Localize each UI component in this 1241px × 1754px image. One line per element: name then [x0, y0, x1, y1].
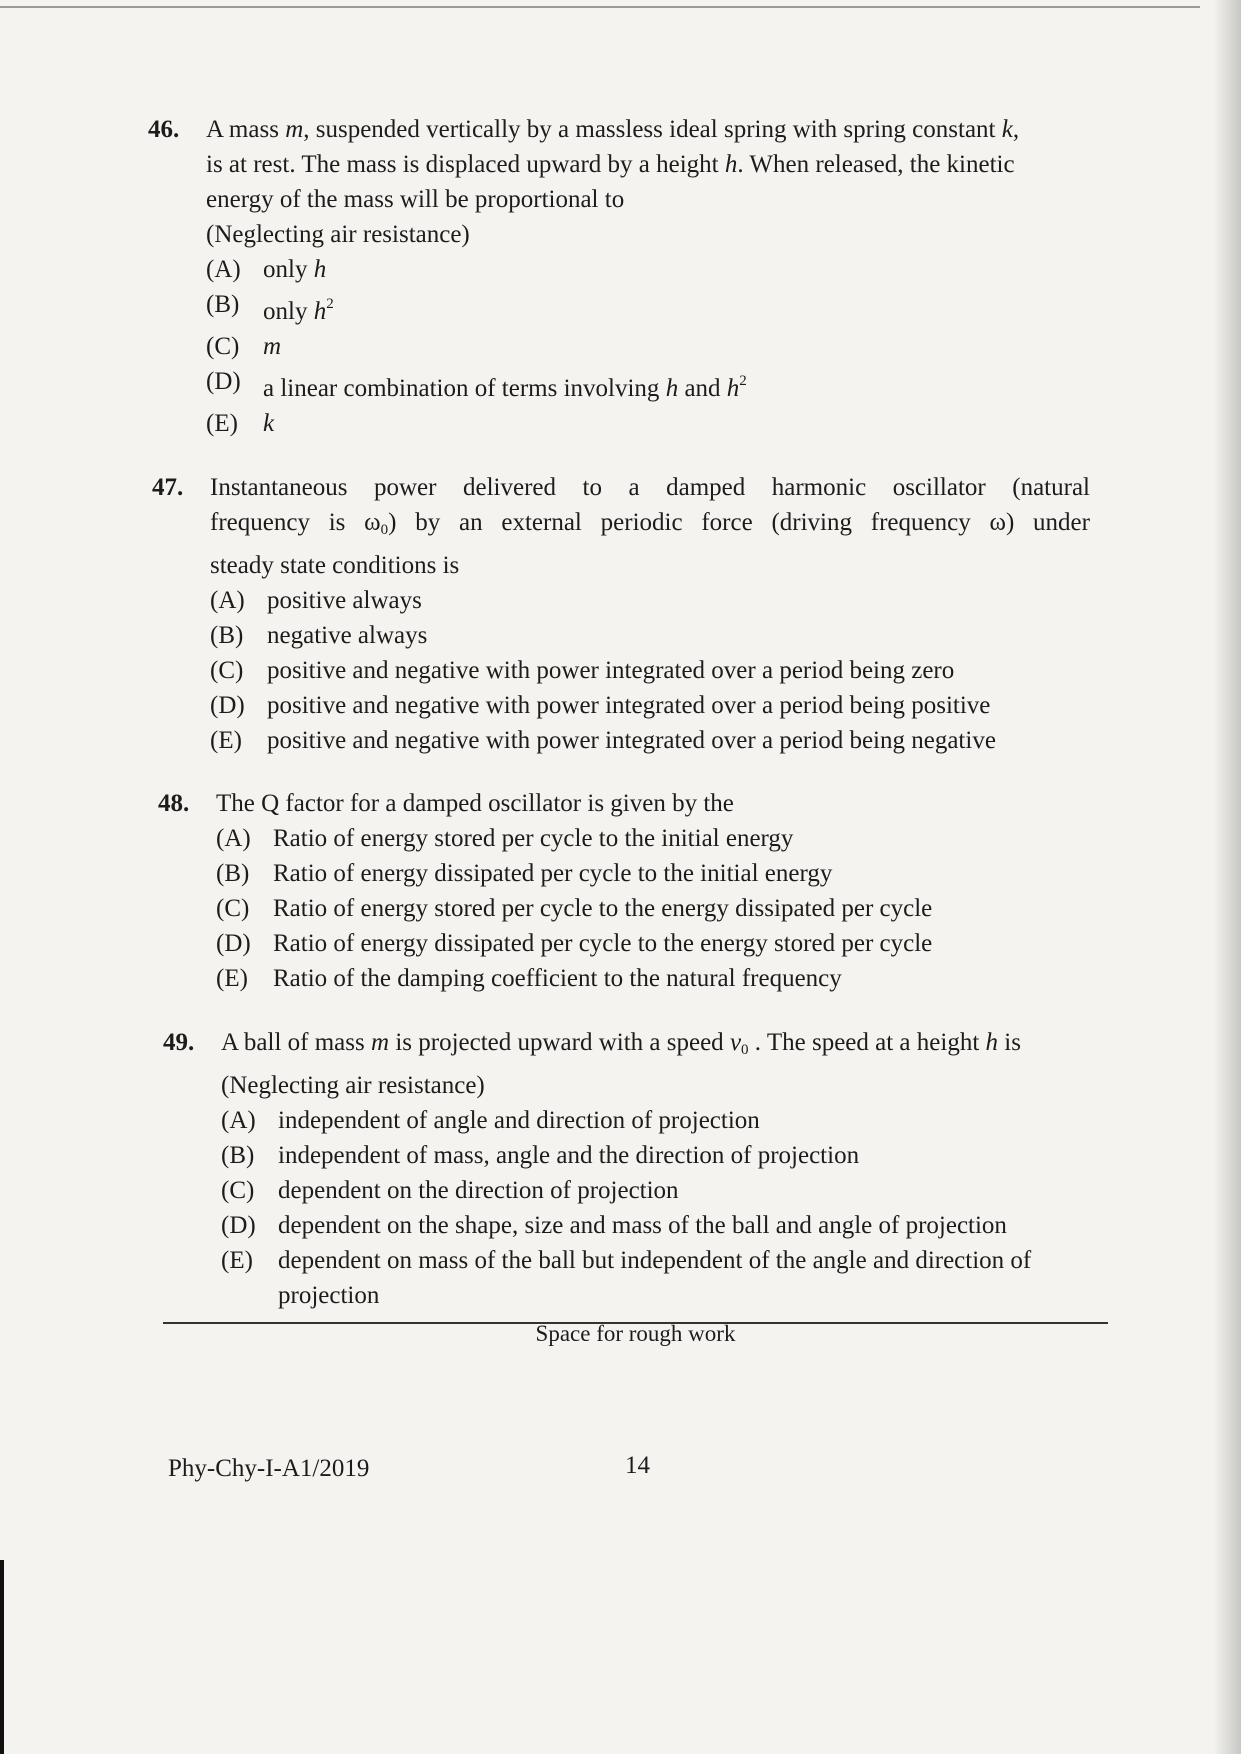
option-b: (B) only $h^2$ — [206, 291, 334, 325]
question-text — [206, 112, 1091, 441]
question-number: 49. — [163, 1029, 195, 1056]
page-edge-shadow — [1213, 0, 1241, 1754]
option-e: (E) Ratio of the damping coefficient to the natural frequency — [216, 965, 842, 992]
option-a: (A) positive always — [210, 587, 422, 614]
question-line: The Q factor for a damped oscillator is given by the — [216, 790, 734, 817]
question-number: 48. — [158, 790, 190, 817]
left-binding-mark — [0, 1560, 4, 1754]
option-a: (A) only h — [206, 256, 327, 283]
option-b: (B) Ratio of energy dissipated per cycle to the initial energy — [216, 860, 833, 887]
option-e-continued: projection — [278, 1282, 380, 1309]
option-b: (B) negative always — [210, 622, 428, 649]
question-text — [216, 786, 1086, 996]
option-e: (E) dependent on mass of the ball but independent of the angle and direction of — [221, 1247, 1032, 1274]
paper-code: Phy-Chy-I-A1/2019 — [168, 1455, 370, 1482]
option-c: (C) Ratio of energy stored per cycle to the energy dissipated per cycle — [216, 895, 933, 922]
option-a: (A) independent of angle and direction of projection — [221, 1107, 760, 1134]
question-number: 47. — [152, 474, 184, 501]
option-c: (C) m — [206, 333, 282, 360]
option-a: (A) Ratio of energy stored per cycle to the initial energy — [216, 825, 794, 852]
option-d: (D) dependent on the shape, size and mass of the ball and angle of projection — [221, 1212, 1007, 1239]
question-line: A ball of mass m is projected upward with a speed $v_0$ . The speed at a height h is — [221, 1029, 1021, 1058]
option-d: (D) Ratio of energy dissipated per cycle to the energy stored per cycle — [216, 930, 933, 957]
question-line: steady state conditions is — [210, 552, 460, 579]
option-d: (D) positive and negative with power integrated over a period being positive — [210, 692, 991, 719]
rough-work-label: Space for rough work — [535, 1321, 736, 1346]
question-text — [221, 1025, 1106, 1313]
option-b: (B) independent of mass, angle and the direction of projection — [221, 1142, 860, 1169]
question-text — [210, 470, 1090, 758]
top-border-line — [0, 6, 1200, 8]
page-number: 14 — [625, 1452, 650, 1479]
question-line: Instantaneous power delivered to a damped harmonic oscillator (natural — [210, 474, 1090, 501]
question-line: energy of the mass will be proportional to — [206, 186, 625, 213]
option-c: (C) dependent on the direction of projection — [221, 1177, 679, 1204]
option-e: (E) positive and negative with power integrated over a period being negative — [210, 727, 996, 754]
question-line: frequency is $\omega_0$) by an external periodic force (driving frequency ω) under — [210, 509, 1090, 538]
option-c: (C) positive and negative with power integrated over a period being zero — [210, 657, 955, 684]
question-line: A mass m, suspended vertically by a massless ideal spring with spring constant k, — [206, 116, 1020, 143]
option-d: (D) a linear combination of terms involving h and $h^2$ — [206, 368, 747, 402]
question-number: 46. — [148, 116, 180, 143]
question-line: (Neglecting air resistance) — [206, 221, 470, 248]
question-line: (Neglecting air resistance) — [221, 1072, 485, 1099]
question-line: is at rest. The mass is displaced upward by a height h. When released, the kinetic — [206, 151, 1015, 178]
option-e: (E) k — [206, 410, 275, 437]
